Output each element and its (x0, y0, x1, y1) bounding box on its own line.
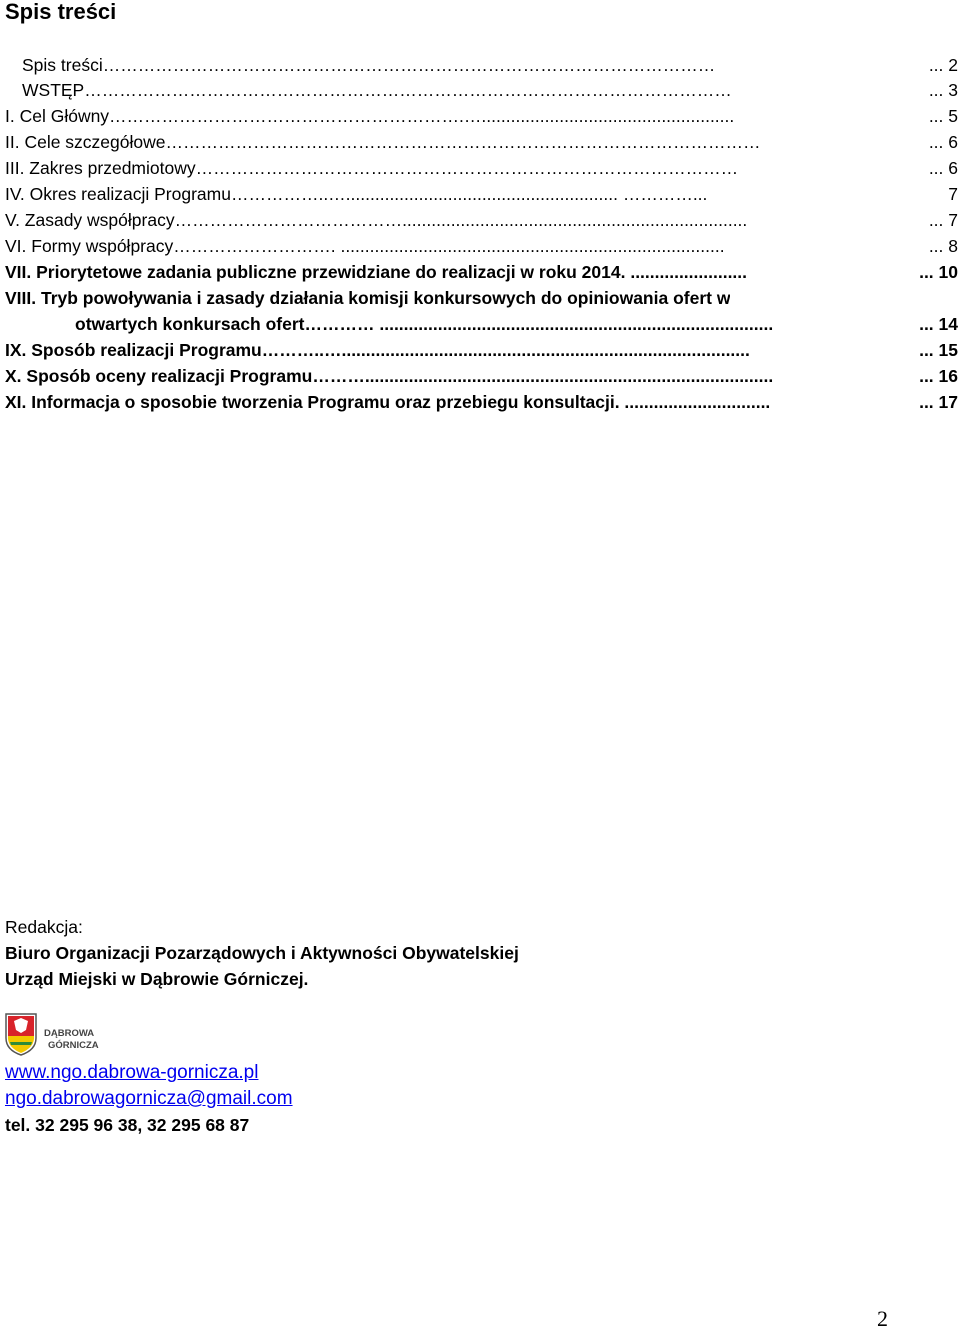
toc-entry-title: II. Cele szczegółowe………………………………………………………………………………………… (5, 132, 761, 152)
toc-entry-title: WSTĘP………………………………………………………………………………………………… (22, 80, 737, 100)
toc-entry-page: ... 16 (919, 366, 958, 386)
logo-text-2: GÓRNICZA (48, 1040, 99, 1051)
toc-entry[interactable] (0, 104, 960, 128)
toc-entry-title: XI. Informacja o sposobie tworzenia Programu oraz przebiegu konsultacji. .............................. (5, 392, 771, 412)
toc-entry-title: V. Zasady współpracy…………………………………....................................................................... (5, 210, 748, 230)
toc-entry-title: IX. Sposób realizacji Programu………..….................................................................................... (5, 340, 750, 360)
page-title: Spis treści (5, 0, 117, 24)
toc-entry-title: I. Cel Główny…………………………………………………….….................................................... (5, 106, 735, 126)
logo-text-1: DĄBROWA (44, 1028, 95, 1039)
toc-entry[interactable] (0, 390, 960, 414)
toc-entry[interactable] (0, 364, 960, 388)
phone-number: tel. 32 295 96 38, 32 295 68 87 (5, 1115, 250, 1135)
toc-entry[interactable] (0, 286, 960, 310)
toc-entry-title: otwartych konkursach ofert………… ................................................................................. (75, 314, 774, 334)
toc-entry-page: ... 15 (919, 340, 958, 360)
toc-entry-page: ... 2 (928, 55, 958, 75)
toc-entry[interactable] (0, 78, 960, 102)
toc-entry-title: VIII. Tryb powoływania i zasady działania komisji konkursowych do opiniowania ofert w (5, 288, 731, 308)
website-link[interactable]: www.ngo.dabrowa-gornicza.pl (5, 1062, 259, 1083)
dabrowa-gornicza-logo (4, 1012, 116, 1056)
toc-entry-page: ... 6 (928, 132, 958, 152)
organization-name: Biuro Organizacji Pozarządowych i Aktywności Obywatelskiej (5, 943, 519, 963)
toc-entry[interactable] (0, 312, 960, 336)
toc-entry-page: ... 8 (928, 236, 958, 256)
toc-entry-page: ... 3 (928, 80, 958, 100)
toc-entry-title: VI. Formy współpracy………………………. ............................................................................... (5, 236, 725, 256)
toc-entry-title: IV. Okres realizacji Programu……………..…........................................................ …………... (5, 184, 708, 204)
toc-entry-page: ... 5 (928, 106, 958, 126)
toc-entry-page: ... 10 (919, 262, 958, 282)
page-number: 2 (877, 1306, 888, 1331)
toc-entry[interactable] (0, 260, 960, 284)
toc-entry-page: ... 7 (928, 210, 958, 230)
toc-entry-title: III. Zakres przedmiotowy………………………………………………………………………………… (5, 158, 739, 178)
toc-entry[interactable] (0, 53, 960, 77)
toc-entry[interactable] (0, 130, 960, 154)
toc-entry[interactable] (0, 208, 960, 232)
toc-entry-page: 7 (948, 184, 958, 204)
toc-entry-title: Spis treści…………………………………………………………………………………………… (22, 55, 721, 75)
toc-entry[interactable] (0, 338, 960, 362)
editorial-label: Redakcja: (5, 917, 83, 937)
toc-entry-page: ... 6 (928, 158, 958, 178)
toc-entry-page: ... 14 (919, 314, 958, 334)
toc-entry-page: ... 17 (919, 392, 958, 412)
toc-entry-title: X. Sposób oceny realizacji Programu……….................................................................................... (5, 366, 774, 386)
toc-entry-title: VII. Priorytetowe zadania publiczne przewidziane do realizacji w roku 2014. ........................ (5, 262, 748, 282)
toc-entry[interactable] (0, 234, 960, 258)
toc-entry[interactable] (0, 182, 960, 206)
office-name: Urząd Miejski w Dąbrowie Górniczej. (5, 969, 309, 989)
email-link[interactable]: ngo.dabrowagornicza@gmail.com (5, 1088, 293, 1109)
toc-entry[interactable] (0, 156, 960, 180)
